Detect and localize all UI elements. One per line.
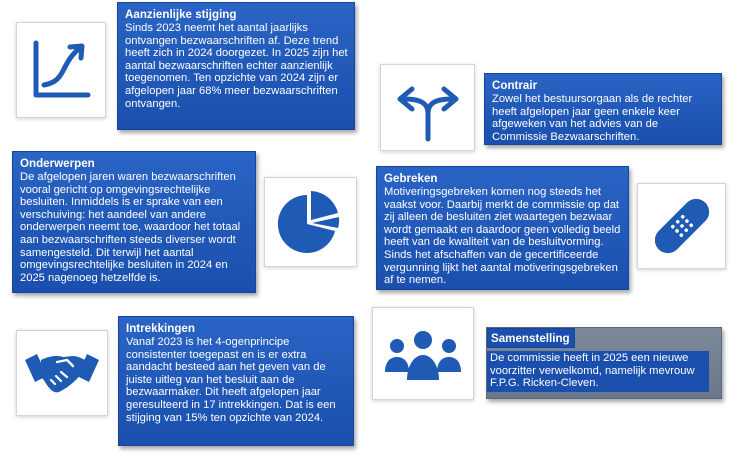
bandage-icon-box (637, 183, 726, 269)
section-title: Samenstelling (487, 328, 575, 348)
section-body: Motiveringsgebreken komen nog steeds het vaakst voor. Daarbij merkt de commissie op dat zij alleen de besluiten ziet waartegen bezwaar wordt gemaakt en daardoor geen volledig beeld heeft van de kwaliteit van de besluitvorming. Sinds het afschaffen van de gecertificeerde vergunning lijkt het aantal motiveringsgebreken af te nemen. (384, 186, 621, 287)
section-title: Intrekkingen (126, 322, 195, 335)
handshake-icon-box (16, 330, 108, 416)
diverging-arrows-icon (390, 73, 466, 143)
rising-chart-icon (28, 37, 94, 103)
section-contrair (484, 73, 722, 145)
section-gebreken (376, 166, 629, 290)
section-samenstelling (486, 327, 722, 399)
rising-chart-icon-box (16, 22, 106, 118)
section-body: Zowel het bestuursorgaan als de rechter heeft afgelopen jaar geen enkele keer afgeweken van het advies van de Commissie Bezwaarschriften. (492, 93, 693, 143)
section-title: Onderwerpen (20, 157, 95, 170)
section-onderwerpen (12, 151, 256, 293)
section-title: Gebreken (384, 172, 438, 185)
section-intrekkingen (118, 316, 354, 446)
section-body: Sinds 2023 neemt het aantal jaarlijks ontvangen bezwaarschriften af. Deze trend heeft zich in 2024 doorgezet. In 2025 zijn het aantal bezwaarschriften echter aanzienlijk toegenomen. Ten opzichte van 2024 zijn er afgelopen jaar 68% meer bezwaarschriften ontvangen. (125, 22, 348, 110)
group-people-icon (381, 324, 465, 384)
section-title: Aanzienlijke stijging (125, 8, 237, 21)
bandage-icon (645, 189, 719, 263)
section-body: Vanaf 2023 is het 4-ogenprincipe consistenter toegepast en is er extra aandacht besteed aan het geven van de juiste uitleg van het besluit aan de bezwaarmaker. Dit heeft afgelopen jaar geresulteerd in 17 intrekkingen. Dat is een stijging van 15% ten opzichte van 2024. (126, 336, 336, 424)
diverging-arrows-icon-box (380, 64, 475, 151)
section-body: De afgelopen jaren waren bezwaarschriften vooral gericht op omgevingsrechtelijke besluiten. Inmiddels is er sprake van een verschuiving: het aandeel van andere onderwerpen neemt toe, waardoor het totaal aan bezwaarschriften steeds diverser wordt samengesteld. Dit terwijl het aantal omgevingsrechtelijke besluiten in 2024 en 2025 nagenoeg hetzelfde is. (20, 171, 241, 284)
group-people-icon-box (372, 307, 474, 400)
pie-chart-icon-box (264, 177, 357, 267)
handshake-icon (23, 348, 101, 398)
pie-chart-icon (276, 187, 346, 257)
section-stijging (117, 2, 355, 130)
section-body: De commissie heeft in 2025 een nieuwe voorzitter verwelkomd, namelijk mevrouw F.P.G. Ricken-Cleven. (487, 351, 709, 392)
section-title: Contrair (492, 79, 538, 92)
